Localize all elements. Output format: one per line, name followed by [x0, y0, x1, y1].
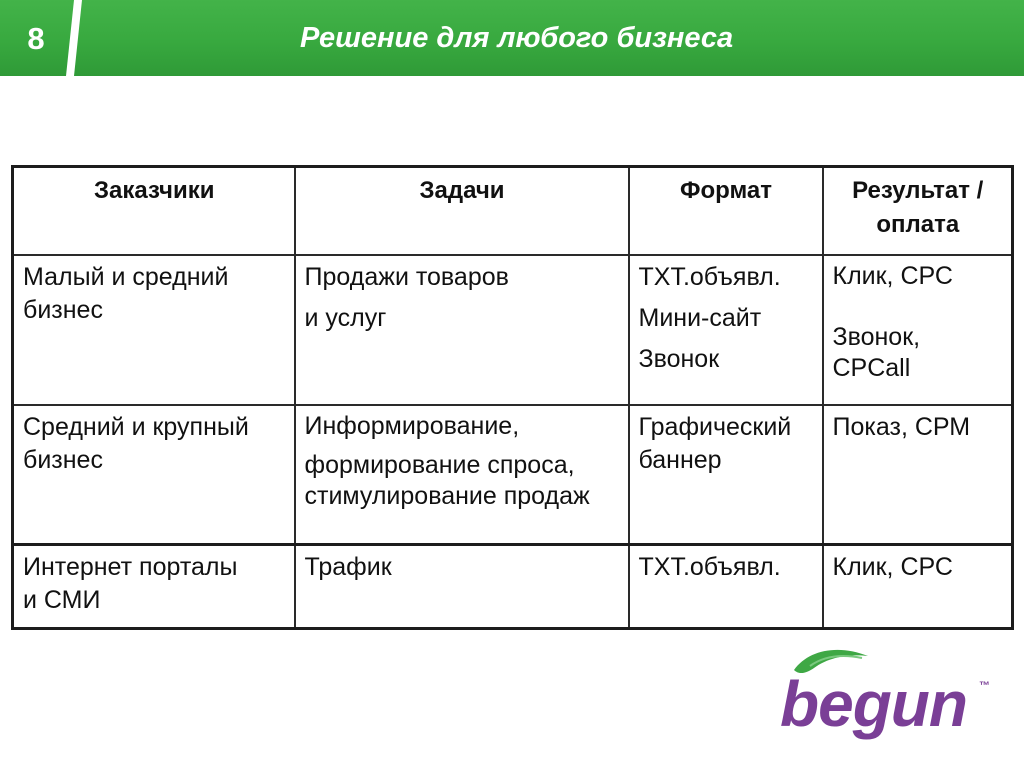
- cell-format: [629, 545, 823, 629]
- cell-customer: [13, 545, 295, 629]
- cell-line: Малый и средний: [23, 262, 229, 291]
- cell-line: Клик, СРС: [832, 261, 953, 290]
- cell-result: [823, 255, 1013, 405]
- cell-line: ТХТ.объявл.: [638, 553, 781, 581]
- cell-line: Показ, СРМ: [832, 412, 971, 441]
- column-header-format: Формат: [629, 167, 823, 255]
- cell-line: и СМИ: [23, 586, 101, 614]
- cell-line: бизнес: [23, 295, 103, 324]
- cell-line: бизнес: [23, 445, 103, 474]
- cell-line: CPCall: [832, 353, 911, 382]
- cell-customer: [13, 405, 295, 545]
- table-row: [13, 255, 1013, 405]
- cell-line: ТХТ.объявл.: [638, 262, 781, 291]
- cell-tasks: [295, 255, 629, 405]
- table-row: [13, 405, 1013, 545]
- column-header-customers: Заказчики: [13, 167, 295, 255]
- cell-line: баннер: [638, 445, 722, 474]
- header-divider-stroke: [0, 0, 90, 76]
- cell-line: формирование спроса,: [304, 450, 575, 479]
- column-header-result: [823, 167, 1013, 255]
- cell-customer: [13, 255, 295, 405]
- cell-line: Мини-сайт: [638, 303, 762, 332]
- cell-line: и услуг: [304, 303, 387, 332]
- cell-result: [823, 405, 1013, 545]
- slide-number: 8: [27, 21, 45, 56]
- cell-line: Графический: [638, 412, 792, 441]
- cell-line: Трафик: [304, 553, 392, 581]
- cell-tasks: [295, 545, 629, 629]
- cell-line: Звонок,: [832, 322, 921, 351]
- cell-line: Интернет порталы: [23, 553, 238, 581]
- slide-title: Решение для любого бизнеса: [300, 22, 734, 54]
- trademark-symbol: ™: [979, 680, 990, 692]
- column-header-result-text: Результат / оплата: [852, 177, 984, 238]
- header-bar: [0, 0, 1024, 76]
- column-header-tasks: Задачи: [295, 167, 629, 255]
- cell-line: Звонок: [638, 344, 720, 373]
- comparison-table: [11, 165, 1011, 630]
- table-row: [13, 545, 1013, 629]
- cell-line: Клик, СРС: [832, 553, 953, 581]
- cell-format: [629, 255, 823, 405]
- table-header-row: [13, 167, 1013, 255]
- cell-line: Информирование,: [304, 411, 520, 440]
- begun-logo: [776, 646, 1000, 746]
- cell-line: Продажи товаров: [304, 262, 509, 291]
- cell-line: Средний и крупный: [23, 412, 249, 441]
- cell-format: [629, 405, 823, 545]
- cell-tasks: [295, 405, 629, 545]
- logo-wordmark: begun: [780, 668, 967, 740]
- cell-result: [823, 545, 1013, 629]
- cell-line: стимулирование продаж: [304, 481, 590, 510]
